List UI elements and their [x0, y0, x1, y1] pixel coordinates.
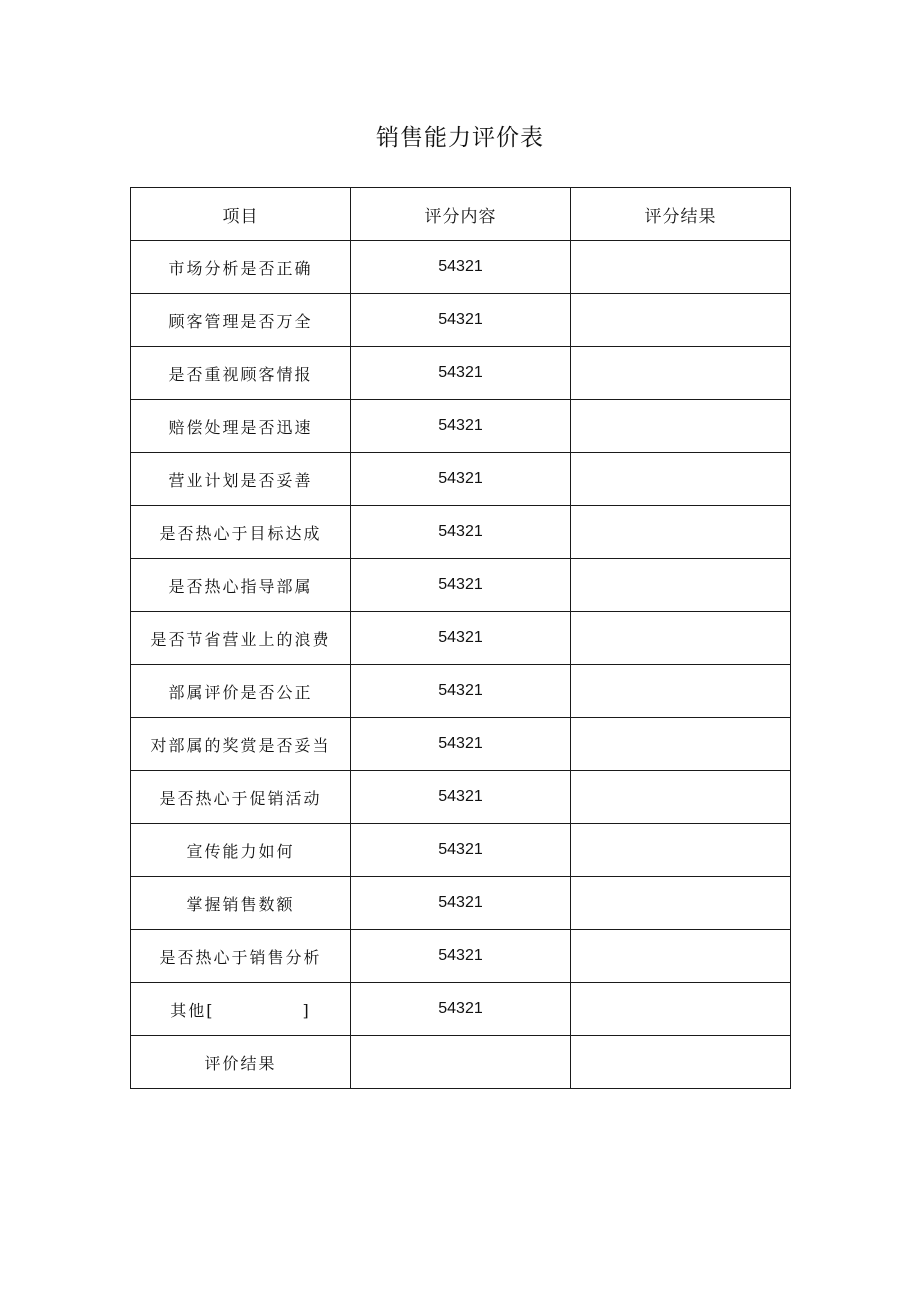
table-row	[131, 612, 791, 665]
summary-result-cell[interactable]	[571, 1036, 791, 1089]
score-content-cell: 54321	[351, 665, 571, 718]
score-content-cell: 54321	[351, 824, 571, 877]
table-row	[131, 506, 791, 559]
other-item-cell	[131, 983, 351, 1036]
item-cell: 部属评价是否公正	[131, 665, 351, 718]
score-content-cell: 54321	[351, 241, 571, 294]
item-cell: 顾客管理是否万全	[131, 294, 351, 347]
evaluation-table	[130, 187, 791, 1089]
item-cell: 是否热心于促销活动	[131, 771, 351, 824]
other-bracket-close: ]	[302, 1000, 311, 1020]
table-row	[131, 718, 791, 771]
table-row	[131, 400, 791, 453]
score-result-cell[interactable]	[571, 612, 791, 665]
table-row-summary	[131, 1036, 791, 1089]
score-content-cell: 54321	[351, 718, 571, 771]
score-content-cell: 54321	[351, 559, 571, 612]
table-row	[131, 665, 791, 718]
item-cell: 赔偿处理是否迅速	[131, 400, 351, 453]
score-content-cell: 54321	[351, 771, 571, 824]
header-row	[131, 188, 791, 241]
item-cell: 是否热心指导部属	[131, 559, 351, 612]
score-content-cell: 54321	[351, 400, 571, 453]
score-result-cell[interactable]	[571, 400, 791, 453]
summary-label-cell: 评价结果	[131, 1036, 351, 1089]
table-row	[131, 294, 791, 347]
score-content-cell: 54321	[351, 347, 571, 400]
score-result-cell[interactable]	[571, 453, 791, 506]
score-result-cell[interactable]	[571, 506, 791, 559]
score-result-cell[interactable]	[571, 241, 791, 294]
score-result-cell[interactable]	[571, 718, 791, 771]
table-row	[131, 824, 791, 877]
score-content-cell: 54321	[351, 506, 571, 559]
score-result-cell[interactable]	[571, 559, 791, 612]
score-content-cell: 54321	[351, 930, 571, 983]
score-result-cell[interactable]	[571, 347, 791, 400]
score-content-cell: 54321	[351, 877, 571, 930]
header-item: 项目	[131, 188, 351, 241]
table-row	[131, 930, 791, 983]
item-cell: 营业计划是否妥善	[131, 453, 351, 506]
table-row	[131, 453, 791, 506]
item-cell: 是否重视顾客情报	[131, 347, 351, 400]
table-row	[131, 559, 791, 612]
score-content-cell: 54321	[351, 453, 571, 506]
item-cell: 是否热心于销售分析	[131, 930, 351, 983]
table-header	[131, 188, 791, 241]
score-result-cell[interactable]	[571, 665, 791, 718]
header-score-result: 评分结果	[571, 188, 791, 241]
table-row-other	[131, 983, 791, 1036]
item-cell: 对部属的奖赏是否妥当	[131, 718, 351, 771]
table-row	[131, 771, 791, 824]
page-title: 销售能力评价表	[376, 125, 544, 151]
header-score-content: 评分内容	[351, 188, 571, 241]
score-result-cell[interactable]	[571, 930, 791, 983]
item-cell: 宣传能力如何	[131, 824, 351, 877]
other-result-cell[interactable]	[571, 983, 791, 1036]
table-row	[131, 877, 791, 930]
score-result-cell[interactable]	[571, 877, 791, 930]
score-result-cell[interactable]	[571, 771, 791, 824]
score-content-cell: 54321	[351, 612, 571, 665]
table-row	[131, 347, 791, 400]
item-cell: 是否热心于目标达成	[131, 506, 351, 559]
other-bracket-open: [	[206, 1000, 215, 1020]
other-label: 其他	[170, 1000, 207, 1020]
other-score-cell: 54321	[351, 983, 571, 1036]
item-cell: 掌握销售数额	[131, 877, 351, 930]
table-body	[131, 241, 791, 1089]
table-row	[131, 241, 791, 294]
item-cell: 市场分析是否正确	[131, 241, 351, 294]
item-cell: 是否节省营业上的浪费	[131, 612, 351, 665]
summary-score-cell[interactable]	[351, 1036, 571, 1089]
score-result-cell[interactable]	[571, 294, 791, 347]
score-content-cell: 54321	[351, 294, 571, 347]
score-result-cell[interactable]	[571, 824, 791, 877]
